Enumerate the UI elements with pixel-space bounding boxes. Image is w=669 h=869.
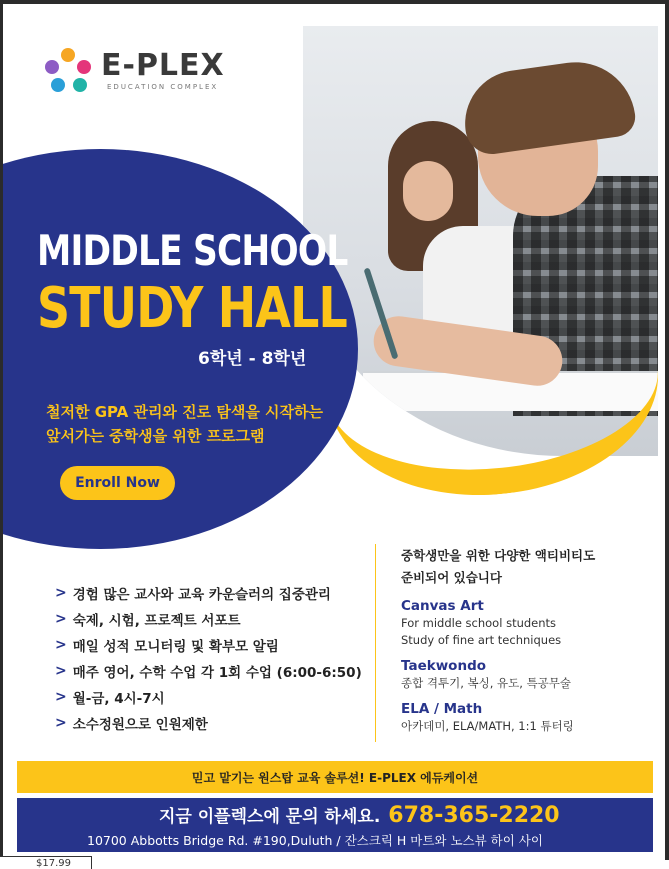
hero-title-line2: STUDY HALL [37,276,347,341]
eplex-logo-icon [43,46,93,96]
activities-panel [401,545,651,735]
flyer [3,4,665,856]
activities-intro-line2: 준비되어 있습니다 [401,570,502,585]
list-item-text: 경험 많은 교사와 교육 카운슬러의 집중관리 [72,587,331,603]
activity-title: ELA / Math [401,701,483,717]
phone-number[interactable]: 678-365-2220 [388,803,560,828]
price-tag: $17.99 [0,856,92,869]
list-item-text: 소수정원으로 인원제한 [72,717,208,733]
chevron-right-icon: > [55,663,67,679]
slogan-banner: 믿고 맡기는 원스탑 교육 솔루션! E-PLEX 에듀케이션 [17,761,653,793]
list-item [55,710,362,736]
contact-text: 지금 이플렉스에 문의 하세요. [159,807,381,827]
activity-desc: 종합 격투기, 복싱, 유도, 특공무술 [401,676,572,690]
list-item [55,580,362,606]
chevron-right-icon: > [55,637,67,653]
grade-range: 6학년 - 8학년 [198,349,307,369]
chevron-right-icon: > [55,585,67,601]
chevron-right-icon: > [55,611,67,627]
list-item-text: 매주 영어, 수학 수업 각 1회 수업 (6:00-6:50) [72,665,362,681]
activity-desc: Study of fine art techniques [401,633,562,647]
hero-title-line1: MIDDLE SCHOOL [37,226,348,275]
list-item-text: 월-금, 4시-7시 [72,691,165,707]
activities-intro-line1: 중학생만을 위한 다양한 액티비티도 [401,548,596,563]
list-item [55,684,362,710]
feature-list [55,580,362,736]
list-item [55,658,362,684]
chevron-right-icon: > [55,689,67,705]
tagline-line2: 앞서가는 중학생을 위한 프로그램 [46,427,265,445]
list-item [55,606,362,632]
contact-line [159,802,560,828]
background-student-face [403,161,453,221]
hero-tagline [46,400,323,448]
activity-title: Taekwondo [401,658,487,674]
list-item [55,632,362,658]
enroll-now-button[interactable]: Enroll Now [60,466,175,500]
contact-banner [17,798,653,852]
eplex-logo [43,46,225,96]
logo-subtitle: EDUCATION COMPLEX [107,83,219,91]
right-border [665,0,669,860]
activity-desc: 아카데미, ELA/MATH, 1:1 튜터링 [401,719,574,733]
tagline-line1: 철저한 GPA 관리와 진로 탐색을 시작하는 [46,403,323,421]
list-item-text: 숙제, 시험, 프로젝트 서포트 [72,613,241,629]
vertical-divider [375,544,376,742]
chevron-right-icon: > [55,715,67,731]
activity-title: Canvas Art [401,598,484,614]
list-item-text: 매일 성적 모니터링 및 확부모 알림 [72,639,279,655]
activity-desc: For middle school students [401,616,557,630]
address: 10700 Abbotts Bridge Rd. #190,Duluth / 잔스크릭 H 마트와 노스뷰 하이 사이 [87,833,543,848]
logo-name: E-PLEX [101,48,225,83]
